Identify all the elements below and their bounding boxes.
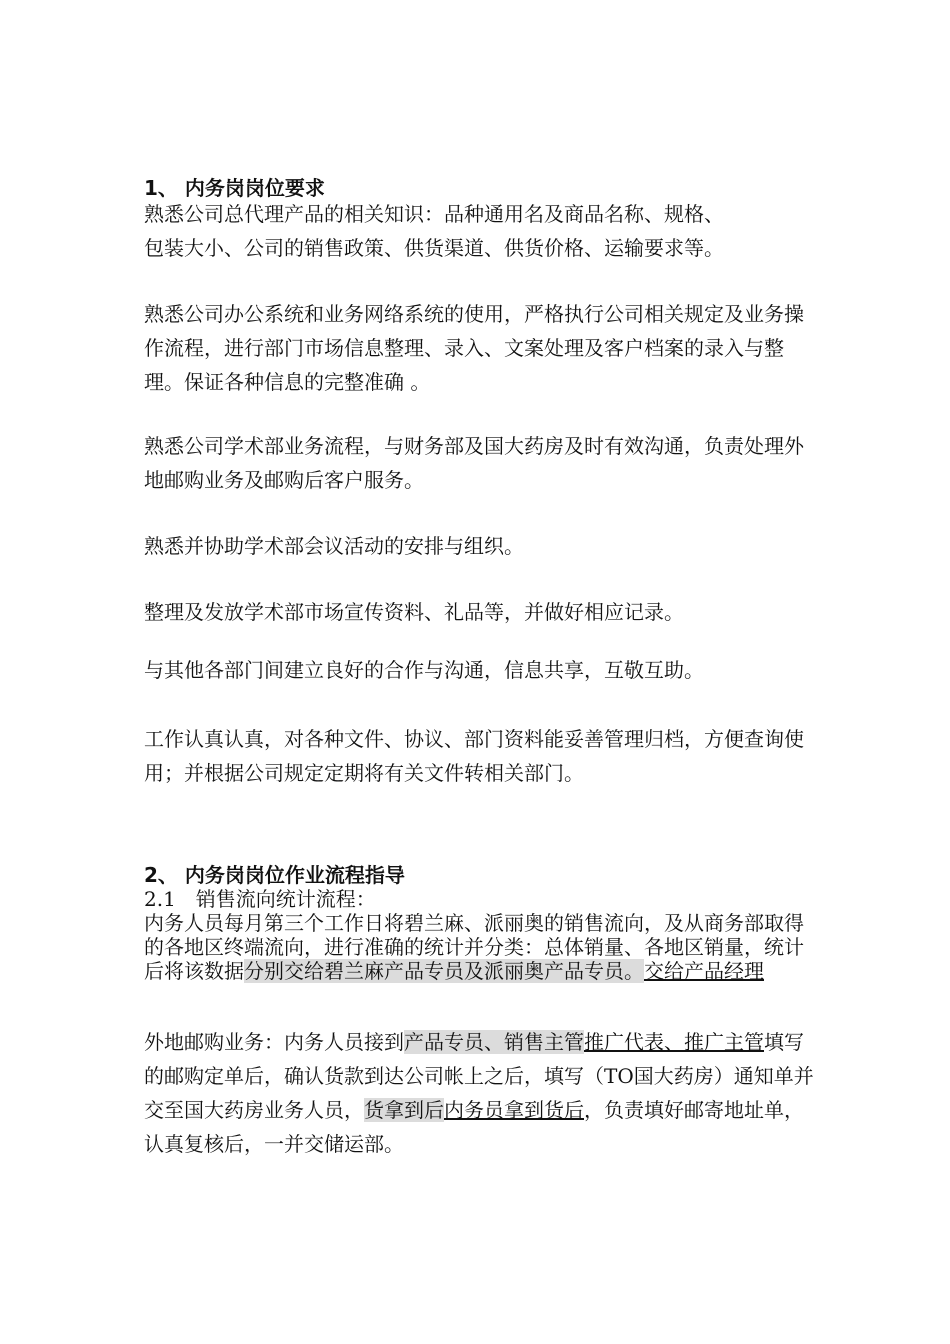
sales-flow-text: 内务人员每月第三个工作日将碧兰麻、派丽奥的销售流向，及从商务部取得的各地区终端流向，进行准确的统计并分类：总体销量、各地区销量，统计后将该数据 [144,911,804,983]
section-1-intro-line-2: 包装大小、公司的销售政策、供货渠道、供货价格、运输要求等。 [144,236,724,260]
mail-order-text-c: ，负责填好邮寄地址单，认真复核后，一并交储运部。 [144,1098,804,1156]
section-2-heading: 2、 内务岗岗位作业流程指导 [144,863,405,887]
section-1-intro-line-1: 熟悉公司总代理产品的相关知识：品种通用名及商品名称、规格、 [144,202,724,226]
paragraph-academic-process: 熟悉公司学术部业务流程，与财务部及国大药房及时有效沟通，负责处理外地邮购业务及邮购后客户服务。 [144,434,804,492]
paragraph-cooperation: 与其他各部门间建立良好的合作与沟通，信息共享，互敬互助。 [144,658,704,682]
paragraph-filing: 工作认真认真，对各种文件、协议、部门资料能妥善管理归档，方便查询使用；并根据公司规定定期将有关文件转相关部门。 [144,727,804,785]
mail-order-highlight-1: 产品专员、销售主管 [404,1030,584,1054]
section-1-heading: 1、 内务岗岗位要求 [144,176,325,200]
subsection-2-1-title: 2.1 销售流向统计流程： [144,887,376,911]
paragraph-mail-order [144,1025,814,1161]
sales-flow-underline: 交给产品经理 [644,959,764,983]
sales-flow-highlight: 分别交给碧兰麻产品专员及派丽奥产品专员。 [244,959,644,983]
paragraph-sales-flow [144,911,814,983]
paragraph-materials: 整理及发放学术部市场宣传资料、礼品等，并做好相应记录。 [144,600,684,624]
section-1-intro [144,197,814,265]
mail-order-text-b: 填写的邮购定单后，确认货款到达公司帐上之后，填写（TO国大药房）通知单并交至国大药房业务人员， [144,1030,814,1122]
mail-order-underline-1: 推广代表、推广主管 [584,1030,764,1054]
mail-order-text-a: 外地邮购业务：内务人员接到 [144,1030,404,1054]
paragraph-office-system: 熟悉公司办公系统和业务网络系统的使用，严格执行公司相关规定及业务操作流程，进行部门市场信息整理、录入、文案处理及客户档案的录入与整理。保证各种信息的完整准确 。 [144,302,804,394]
paragraph-meeting-support: 熟悉并协助学术部会议活动的安排与组织。 [144,534,524,558]
mail-order-highlight-2: 货拿到后 [364,1098,444,1122]
mail-order-underline-2: 内务员拿到货后 [444,1098,584,1122]
